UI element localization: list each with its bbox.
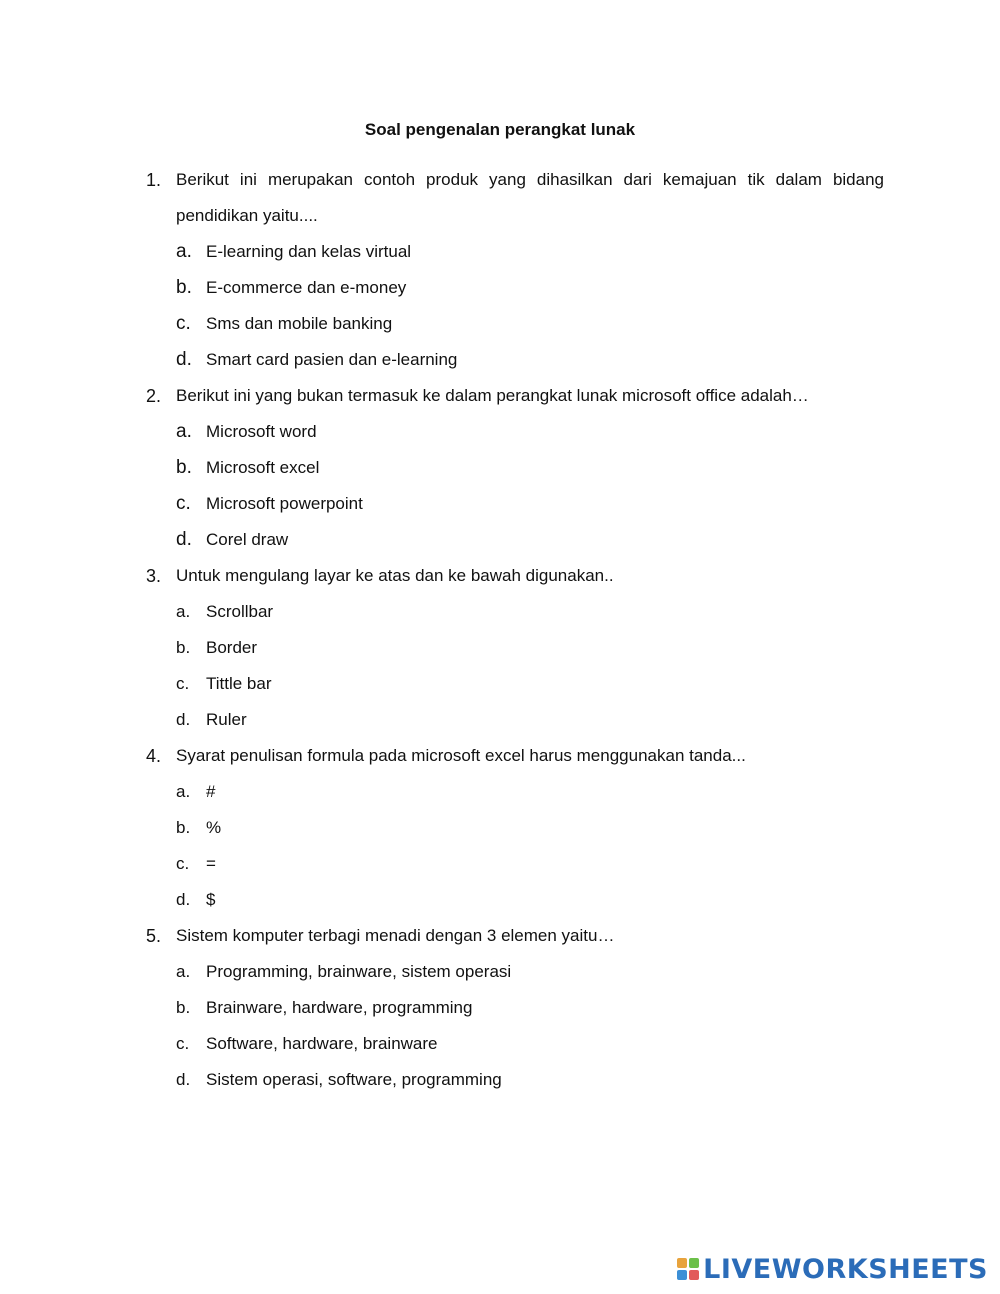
question-row — [140, 738, 884, 774]
option-text: E-learning dan kelas virtual — [206, 242, 412, 261]
question-3 — [140, 558, 884, 738]
option-text: E-commerce dan e-money — [206, 278, 407, 297]
option-text: % — [206, 818, 222, 837]
question-text: Berikut ini yang bukan termasuk ke dalam perangkat lunak microsoft office adalah… — [176, 386, 809, 405]
option-letter: b. — [176, 998, 191, 1017]
option-letter: c. — [176, 1034, 190, 1053]
option-text: Border — [206, 638, 258, 657]
option-letter: c. — [176, 854, 190, 873]
option-letter: a. — [176, 962, 191, 981]
option-a[interactable] — [140, 774, 884, 810]
option-text: = — [206, 854, 216, 873]
question-1 — [140, 162, 884, 378]
option-letter: a. — [176, 241, 192, 262]
brand-text: LIVEWORKSHEETS — [703, 1253, 988, 1285]
logo-square — [689, 1258, 699, 1268]
question-text: Syarat penulisan formula pada microsoft excel harus menggunakan tanda... — [176, 746, 746, 765]
option-letter: b. — [176, 277, 192, 298]
option-text: Microsoft excel — [206, 458, 320, 477]
option-letter: d. — [176, 890, 191, 909]
option-a[interactable] — [140, 234, 884, 270]
option-text: Sms dan mobile banking — [206, 314, 393, 333]
option-letter: c. — [176, 674, 190, 693]
option-letter: b. — [176, 457, 192, 478]
option-b[interactable] — [140, 990, 884, 1026]
option-text: Tittle bar — [206, 674, 272, 693]
option-b[interactable] — [140, 270, 884, 306]
option-c[interactable] — [140, 306, 884, 342]
option-text: $ — [206, 890, 216, 909]
option-letter: d. — [176, 1070, 191, 1089]
option-text: Ruler — [206, 710, 247, 729]
option-d[interactable] — [140, 342, 884, 378]
question-number: 2. — [146, 386, 162, 406]
logo-square — [677, 1270, 687, 1280]
option-c[interactable] — [140, 486, 884, 522]
question-text: Berikut ini merupakan contoh produk yang dihasilkan dari kemajuan tik dalam bidang pendidikan yaitu.... — [176, 170, 884, 225]
option-b[interactable] — [140, 630, 884, 666]
option-letter: a. — [176, 421, 192, 442]
option-text: Software, hardware, brainware — [206, 1034, 438, 1053]
option-text: # — [206, 782, 216, 801]
option-text: Microsoft word — [206, 422, 317, 441]
option-d[interactable] — [140, 522, 884, 558]
question-text: Sistem komputer terbagi menadi dengan 3 elemen yaitu… — [176, 926, 615, 945]
liveworksheets-logo-icon — [677, 1258, 699, 1280]
option-letter: d. — [176, 529, 192, 550]
question-row — [140, 378, 884, 414]
option-text: Programming, brainware, sistem operasi — [206, 962, 512, 981]
option-b[interactable] — [140, 450, 884, 486]
question-row — [140, 558, 884, 594]
option-d[interactable] — [140, 882, 884, 918]
page-title: Soal pengenalan perangkat lunak — [364, 120, 636, 139]
option-a[interactable] — [140, 954, 884, 990]
option-text: Corel draw — [206, 530, 289, 549]
option-letter: d. — [176, 710, 191, 729]
option-letter: b. — [176, 638, 191, 657]
option-letter: c. — [176, 313, 191, 334]
option-text: Scrollbar — [206, 602, 274, 621]
question-number: 1. — [146, 170, 162, 190]
option-c[interactable] — [140, 846, 884, 882]
option-d[interactable] — [140, 1062, 884, 1098]
question-number: 5. — [146, 926, 162, 946]
option-text: Smart card pasien dan e-learning — [206, 350, 458, 369]
option-text: Brainware, hardware, programming — [206, 998, 473, 1017]
question-number: 3. — [146, 566, 162, 586]
logo-square — [677, 1258, 687, 1268]
option-letter: b. — [176, 818, 191, 837]
question-number: 4. — [146, 746, 162, 766]
question-text: Untuk mengulang layar ke atas dan ke bawah digunakan.. — [176, 566, 614, 585]
option-c[interactable] — [140, 1026, 884, 1062]
option-c[interactable] — [140, 666, 884, 702]
option-b[interactable] — [140, 810, 884, 846]
logo-square — [689, 1270, 699, 1280]
option-letter: d. — [176, 349, 192, 370]
option-letter: c. — [176, 493, 191, 514]
option-letter: a. — [176, 602, 191, 621]
option-letter: a. — [176, 782, 191, 801]
question-2 — [140, 378, 884, 558]
option-text: Sistem operasi, software, programming — [206, 1070, 502, 1089]
question-row — [140, 162, 884, 234]
liveworksheets-brand — [677, 1252, 988, 1286]
question-4 — [140, 738, 884, 918]
option-d[interactable] — [140, 702, 884, 738]
option-a[interactable] — [140, 414, 884, 450]
question-row — [140, 918, 884, 954]
option-text: Microsoft powerpoint — [206, 494, 363, 513]
question-5 — [140, 918, 884, 1098]
option-a[interactable] — [140, 594, 884, 630]
question-list — [140, 162, 884, 1098]
